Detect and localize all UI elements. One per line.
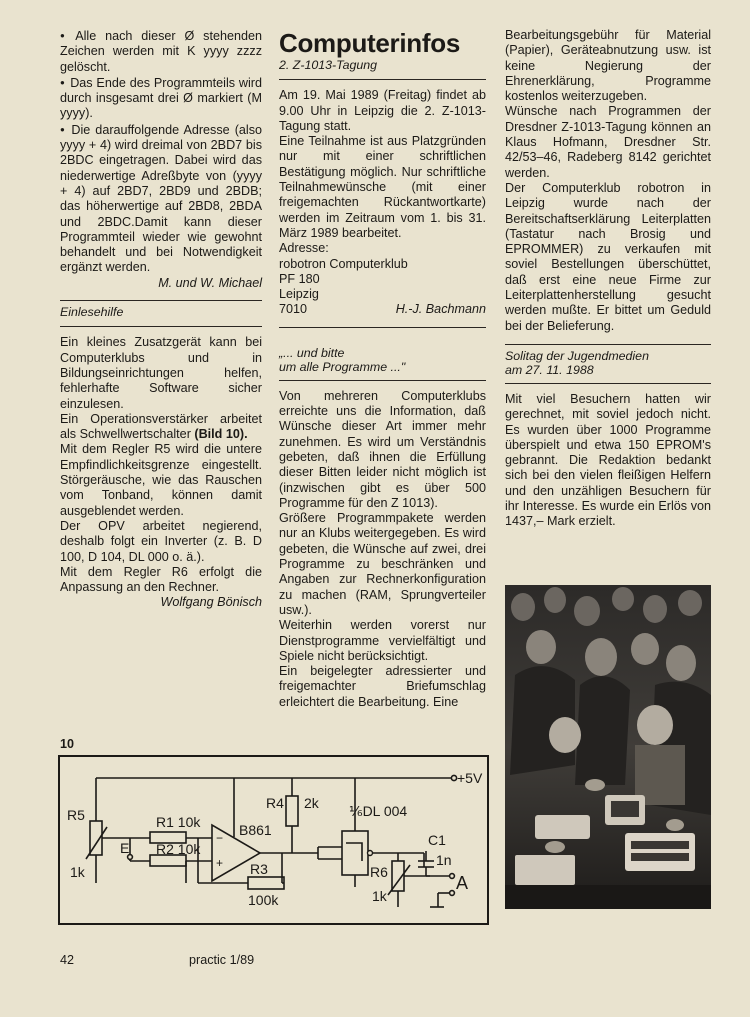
- address-line: Leipzig: [279, 287, 319, 302]
- paragraph: Der OPV arbeitet negierend, deshalb folgt ein Inverter (z. B. D 100, D 104, DL 000 o. ä.).: [60, 518, 262, 564]
- paragraph: Der Computerklub robotron in Leipzig wurde nach der Bereitschaftserklärung Leiterplatten (Tastatur nach Brosig und EPROMMER) zu verkaufen mit soviel Bestellungen überschüttet, daß erst eine neue Firme zur Leiterplattenherstellung gesucht werden mußte. Er bittet um Geduld bei der Belieferung.: [505, 180, 711, 333]
- label-r3-value: 100k: [248, 892, 279, 908]
- label-r6: R6: [370, 864, 388, 880]
- heading-line: um alle Programme ...": [279, 359, 406, 374]
- circuit-schematic: [58, 755, 489, 925]
- paragraph: Mit dem Regler R5 wird die untere Empfindlichkeitsgrenze eingestellt. Störgeräusche, wie das Rauschen vom Tonband, können damit ausgeblendet werden.: [60, 442, 262, 518]
- heading-line: „... und bitte: [279, 345, 345, 360]
- opamp-minus-input: −: [216, 831, 224, 845]
- paragraph-text: Ein Operationsverstärker arbeitet als Schwellwertschalter: [60, 411, 262, 442]
- section-rule: [505, 383, 711, 384]
- paragraph: Eine Teilnahme ist aus Platzgründen nur mit einer schriftlichen Bestätigung möglich. Nur schriftliche Teilnahmewünsche (mit einer freigemachten Rückantwortkarte) werden im Zeitraum vom 1. bis 31. März 1989 bearbeitet.: [279, 134, 486, 240]
- label-r5-value: 1k: [70, 864, 85, 880]
- paragraph: Ein beigelegter adressierter und freigemachter Briefumschlag erleichtert die Bearbeitung. Eine: [279, 664, 486, 709]
- page-title: Computerinfos: [279, 28, 460, 58]
- label-r1: R1 10k: [156, 814, 201, 830]
- label-r4: R4: [266, 795, 284, 811]
- section-heading-einlesehilfe: Einlesehilfe: [60, 305, 124, 320]
- paragraph: Mit dem Regler R6 erfolgt die Anpassung an den Rechner.: [60, 564, 262, 595]
- section-rule: [505, 344, 711, 345]
- heading-line: am 27. 11. 1988: [505, 362, 594, 377]
- author-signature: Wolfgang Bönisch: [160, 595, 262, 610]
- bullet-paragraph: ● Das Ende des Programmteils wird durch insgesamt drei Ø markiert (M yyyy).: [60, 75, 262, 122]
- paragraph: Größere Programmpakete werden nur an Klubs weitergegeben. Es wird gebeten, die Wünsche auf zwei, drei Programme zu beschränken und Angaben zur Rechnerkonfiguration zu machen (RAM, Sprungverteiler usw.).: [279, 511, 486, 617]
- label-c1: C1: [428, 832, 446, 848]
- label-r3: R3: [250, 861, 268, 877]
- bullet-paragraph: ● Die darauffolgende Adresse (also yyyy + 4) wird dreimal von 2BD7 bis 2BDC eingetragen. Dabei wird das niederwertige Adreßbyte von (yyyy + 4) auf 2BD7, 2BD9 und 2BDB; das höherwertige auf 2BD8, 2BDA und 2BDC.Damit kann dieser Programmteil wieder wie gewohnt behandelt und bei Notwendigkeit ergänzt werden.: [60, 122, 262, 276]
- opamp-plus-input: +: [216, 856, 224, 870]
- section-rule: [60, 300, 262, 301]
- column-left: [60, 28, 262, 611]
- paragraph: Ein kleines Zusatzgerät kann bei Computerklubs und in Bildungseinrichtungen helfen, fehlerhafte Software sicher einzulesen.: [60, 335, 262, 411]
- section-rule: [279, 79, 486, 80]
- figure-reference: (Bild 10).: [194, 427, 248, 442]
- bullet-paragraph: ● Alle nach dieser Ø stehenden Zeichen werden mit K yyyy zzzz gelöscht.: [60, 28, 262, 75]
- label-r6-value: 1k: [372, 888, 387, 904]
- section-rule: [279, 380, 486, 381]
- address-line: [279, 302, 486, 317]
- paragraph: Bearbeitungsgebühr für Material (Papier), Geräteabnutzung usw. ist keine Negierung der Ehrenerklärung, Programme kostenlos weiterzugeben.: [505, 28, 711, 104]
- paragraph: Mit viel Besuchern hatten wir gerechnet, mit soviel jedoch nicht. Es wurden über 1000 Programme überspielt und etwa 150 EPROM's gebrannt. Die Redaktion bedankt sich bei den vielen fleißigen Helfern und den unzähligen Besuchern für ihr Interesse. Es wurde ein Erlös von 1437,– Mark erzielt.: [505, 391, 711, 529]
- address-line: Adresse:: [279, 241, 329, 256]
- column-right: [505, 28, 711, 530]
- label-e: E: [120, 840, 130, 856]
- address-line: robotron Computerklub: [279, 256, 408, 271]
- heading-line: Solitag der Jugendmedien: [505, 348, 649, 363]
- paragraph: Wünsche nach Programmen der Dresdner Z-1013-Tagung können an Klaus Hofmann, Dresdner Str. 42/53–46, Radeberg 8142 gerichtet werden.: [505, 104, 711, 180]
- figure-number: 10: [60, 737, 75, 751]
- page-number: 42: [60, 953, 75, 967]
- label-supply: +5V: [457, 770, 483, 786]
- section-rule: [279, 327, 486, 328]
- label-c1-value: 1n: [436, 852, 452, 868]
- label-output-a: A: [456, 873, 469, 893]
- paragraph: Von mehreren Computerklubs erreichte uns die Information, daß Wünsche dieser Art immer mehr zunehmen. Es wird um Verständnis gebeten, daß ihnen die Erfüllung dieser Bitten leider nicht möglich ist (inzwischen gibt es über 500 Programme für den Z 1013).: [279, 388, 486, 510]
- paragraph: [60, 412, 262, 443]
- paragraph: Am 19. Mai 1989 (Freitag) findet ab 9.00 Uhr in Leipzig die 2. Z-1013-Tagung statt.: [279, 88, 486, 133]
- label-r5: R5: [67, 807, 85, 823]
- section-rule: [60, 326, 262, 327]
- label-r4-value: 2k: [304, 795, 319, 811]
- section-heading-tagung: 2. Z-1013-Tagung: [279, 58, 378, 72]
- paragraph: Weiterhin werden vorerst nur Dienstprogramme vervielfältigt und Spiele nicht berücksichtigt.: [279, 618, 486, 663]
- magazine-issue: practic 1/89: [189, 953, 255, 967]
- event-photo: [505, 585, 711, 909]
- author-signature: H.-J. Bachmann: [395, 302, 486, 317]
- address-postcode: 7010: [279, 302, 308, 317]
- section-heading-solitag: [505, 349, 711, 377]
- label-gate: ⅙DL 004: [349, 803, 408, 819]
- circuit-diagram: [58, 755, 489, 925]
- address-line: PF 180: [279, 271, 320, 286]
- event-photo-image: [505, 585, 711, 909]
- label-opamp: B861: [239, 822, 272, 838]
- column-middle: [279, 28, 486, 710]
- label-r2: R2 10k: [156, 841, 201, 857]
- author-signature: M. und W. Michael: [158, 275, 262, 290]
- section-heading-programme: [279, 346, 486, 374]
